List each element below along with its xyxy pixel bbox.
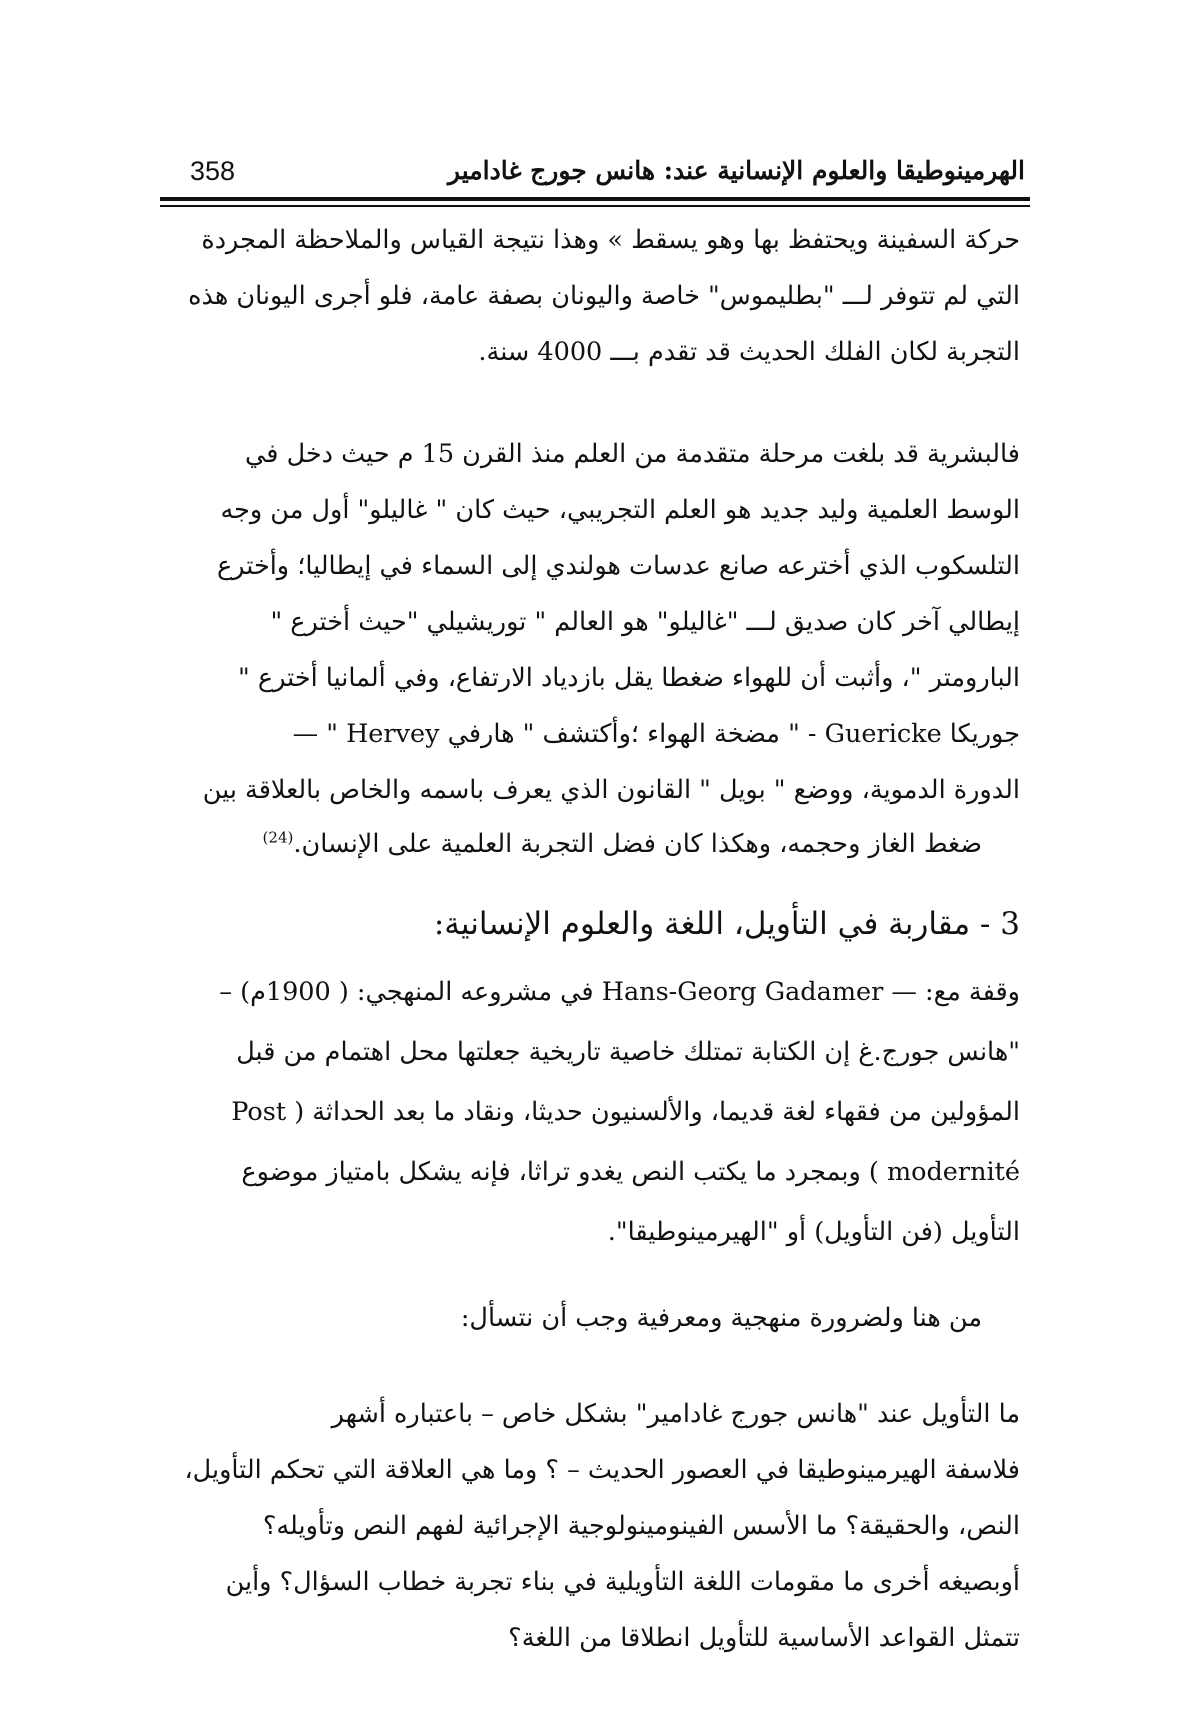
paragraph-5-line-3: النص، والحقيقة؟ ما الأسس الفينومينولوجية الإجرائية لفهم النص وتأويله؟ (262, 1511, 1020, 1541)
header-rule-thick (160, 197, 1030, 201)
paragraph-3-line-4: modernité ) وبمجرد ما يكتب النص يغدو تراثا، فإنه يشكل بامتياز موضوع (241, 1157, 1020, 1187)
paragraph-5-line-2: فلاسفة الهيرمينوطيقا في العصور الحديث – ؟ وما هي العلاقة التي تحكم التأويل، (184, 1455, 1020, 1485)
paragraph-2-line-3: التلسكوب الذي أخترعه صانع عدسات هولندي إلى السماء في إيطاليا؛ وأخترع (216, 551, 1020, 581)
paragraph-4: من هنا ولضرورة منهجية ومعرفية وجب أن نتسأل: (460, 1303, 982, 1333)
footnote-reference: (24) (262, 828, 294, 847)
paragraph-2-line-2: الوسط العلمية وليد جديد هو العلم التجريبي، حيث كان " غاليلو" أول من وجه (220, 495, 1020, 525)
paragraph-2-line-5: البارومتر "، وأثبت أن للهواء ضغطا يقل بازدياد الارتفاع، وفي ألمانيا أخترع " (238, 663, 1020, 693)
paragraph-5-line-4: أوبصيغه أخرى ما مقومات اللغة التأويلية في بناء تجربة خطاب السؤال؟ وأين (225, 1567, 1020, 1597)
paragraph-5-line-1: ما التأويل عند "هانس جورج غادامير" بشكل خاص – باعتباره أشهر (331, 1399, 1020, 1429)
paragraph-1-line-3: التجربة لكان الفلك الحديث قد تقدم بـــ 4000 سنة. (478, 337, 1020, 367)
paragraph-5-line-5: تتمثل القواعد الأساسية للتأويل انطلاقا من اللغة؟ (508, 1623, 1020, 1653)
paragraph-3-line-1: وقفة مع: — Hans-Georg Gadamer في مشروعه المنهجي: ( 1900م) – (219, 977, 1020, 1007)
page-header (190, 150, 1025, 194)
paragraph-1-line-1: حركة السفينة ويحتفظ بها وهو يسقط » وهذا نتيجة القياس والملاحظة المجردة (201, 225, 1020, 255)
section-heading: 3 - مقاربة في التأويل، اللغة والعلوم الإنسانية: (433, 906, 1020, 942)
running-title: الهرمينوطيقا والعلوم الإنسانية عند: هانس جورج غادامير (447, 156, 1025, 185)
paragraph-2-line-6: جوريكا Guericke - " مضخة الهواء ؛وأكتشف " هارفي Hervey " — (292, 719, 1020, 749)
header-rule-thin (160, 205, 1030, 207)
paragraph-2-line-8-text: ضغط الغاز وحجمه، وهكذا كان فضل التجربة العلمية على الإنسان. (293, 829, 982, 859)
paragraph-2-line-7: الدورة الدموية، ووضع " بويل " القانون الذي يعرف باسمه والخاص بالعلاقة بين (202, 775, 1020, 805)
paragraph-2-line-8 (263, 822, 982, 866)
paragraph-1-line-2: التي لم تتوفر لـــ "بطليموس" خاصة واليونان بصفة عامة، فلو أجرى اليونان هذه (188, 281, 1020, 311)
paragraph-2-line-1: فالبشرية قد بلغت مرحلة متقدمة من العلم منذ القرن 15 م حيث دخل في (245, 439, 1020, 469)
paragraph-3-line-2: "هانس جورج.غ إن الكتابة تمتلك خاصية تاريخية جعلتها محل اهتمام من قبل (236, 1037, 1020, 1067)
page-number: 358 (190, 156, 236, 186)
paragraph-3-line-5: التأويل (فن التأويل) أو "الهيرمينوطيقا". (607, 1217, 1020, 1247)
paragraph-3-line-3: المؤولين من فقهاء لغة قديما، والألسنيون حديثا، ونقاد ما بعد الحداثة ( Post (231, 1097, 1020, 1127)
paragraph-2-line-4: إيطالي آخر كان صديق لـــ "غاليلو" هو العالم " توريشيلي "حيث أخترع " (270, 607, 1020, 637)
